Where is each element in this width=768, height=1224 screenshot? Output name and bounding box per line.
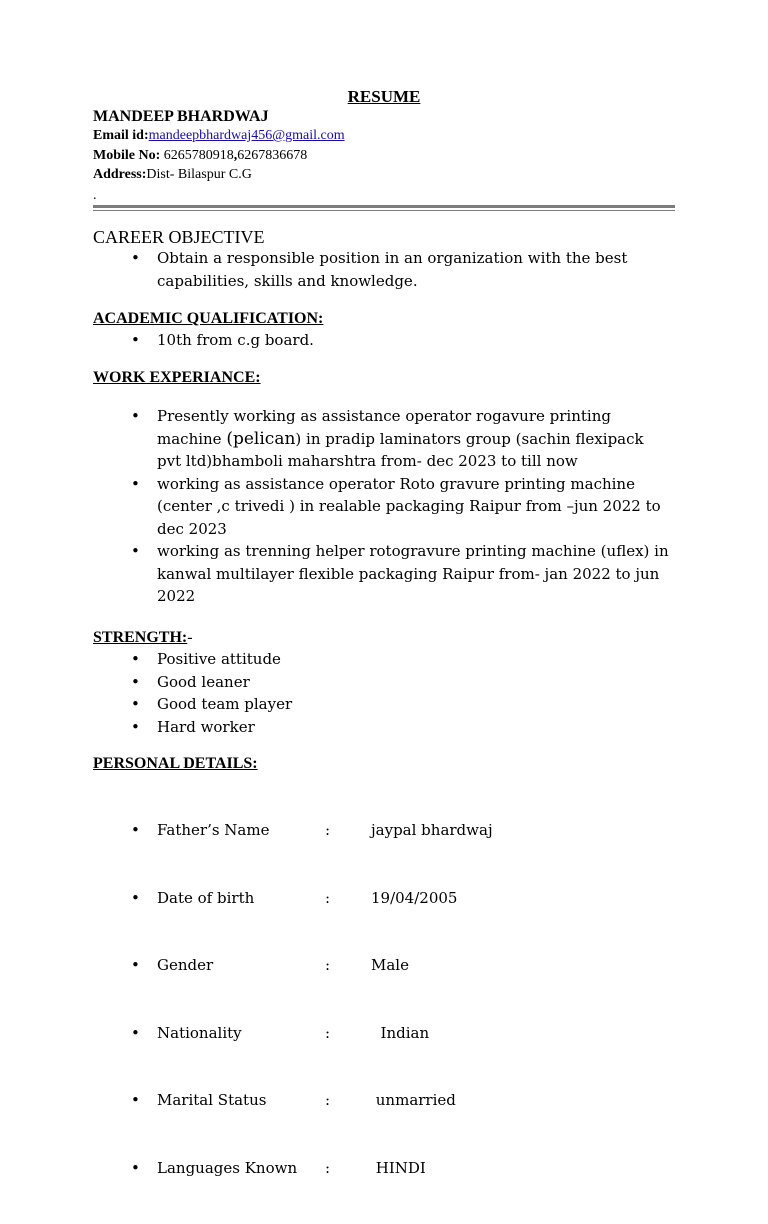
list-item: • working as trenning helper rotogravure printing machine (uflex) in kanwal multilayer flexible packaging Raipur from- jan 2022 to jun 2022 [131, 542, 669, 605]
mobile-number-2: 6267836678 [237, 148, 308, 163]
mobile-separator: , [233, 148, 238, 163]
academic-list [93, 329, 671, 352]
strength-heading: STRENGTH: [93, 629, 188, 646]
resume-title: RESUME [347, 87, 421, 106]
list-item: • working as assistance operator Roto gravure printing machine (center ,c trivedi ) in realable packaging Raipur from –jun 2022 to dec 2023 [131, 474, 661, 538]
work-experience-list [93, 405, 671, 608]
bullet-icon: • [131, 888, 140, 907]
strength-list [93, 648, 671, 738]
bullet-icon: • [131, 672, 140, 691]
academic-qualification-heading: ACADEMIC QUALIFICATION: [93, 310, 324, 327]
list-item: • Date of birth : 19/04/2005 [93, 887, 671, 910]
bullet-icon: • [131, 249, 140, 267]
bullet-icon: • [131, 695, 140, 713]
mobile-line [93, 148, 307, 164]
career-objective-heading: CAREER OBJECTIVE [93, 227, 265, 247]
personal-details-list [93, 774, 671, 1224]
list-item: • Father’s Name : jaypal bhardwaj [93, 819, 671, 842]
bullet-icon: • [131, 1023, 140, 1042]
list-item: • Hard worker [93, 716, 671, 739]
divider-line [93, 205, 675, 208]
list-item: • 10th from c.g board. [93, 329, 671, 352]
list-item: • Positive attitude [93, 648, 671, 671]
list-item: • Presently working as assistance operator rogavure printing machine (pelican) in pradip laminators group (sachin flexipack pvt ltd)bhamboli maharshtra from- dec 2023 to till now [131, 407, 644, 470]
career-objective-list [93, 247, 671, 292]
mobile-number-1: 6265780918 [160, 148, 234, 163]
personal-details-heading: PERSONAL DETAILS: [93, 755, 258, 772]
work-experience-heading: WORK EXPERIANCE: [93, 369, 261, 386]
list-item: • Gender : Male [93, 954, 671, 977]
strength-heading-suffix: - [187, 629, 193, 646]
bullet-icon: • [131, 542, 140, 560]
bullet-icon: • [131, 650, 140, 668]
bullet-icon: • [131, 717, 140, 736]
candidate-name: MANDEEP BHARDWAJ [93, 108, 269, 125]
bullet-icon: • [131, 331, 140, 349]
address-label: Address: [93, 167, 147, 182]
bullet-icon: • [131, 956, 140, 974]
divider-line-thin [93, 210, 675, 211]
list-item: • Nationality : Indian [93, 1022, 671, 1045]
address-value: Dist- Bilaspur C.G [146, 167, 252, 182]
strength-heading-line [93, 629, 193, 647]
bullet-icon: • [131, 1158, 140, 1177]
bullet-icon: • [131, 407, 140, 425]
bullet-icon: • [131, 821, 140, 839]
list-item: • Languages Known : HINDI [93, 1157, 671, 1180]
address-line [93, 167, 252, 183]
bullet-icon: • [131, 474, 140, 493]
list-item: • Obtain a responsible position in an organization with the best capabilities, skills and knowledge. [131, 249, 628, 290]
list-item: • Good team player [93, 693, 671, 716]
list-item: • Marital Status : unmarried [93, 1089, 671, 1112]
bullet-icon: • [131, 1091, 140, 1109]
email-link[interactable]: mandeepbhardwaj456@gmail.com [148, 128, 345, 143]
mobile-label: Mobile No: [93, 148, 161, 163]
email-label: Email id: [93, 128, 149, 143]
email-line [93, 128, 345, 144]
list-item: • Good leaner [93, 671, 671, 694]
separator-dot: . [93, 188, 97, 203]
